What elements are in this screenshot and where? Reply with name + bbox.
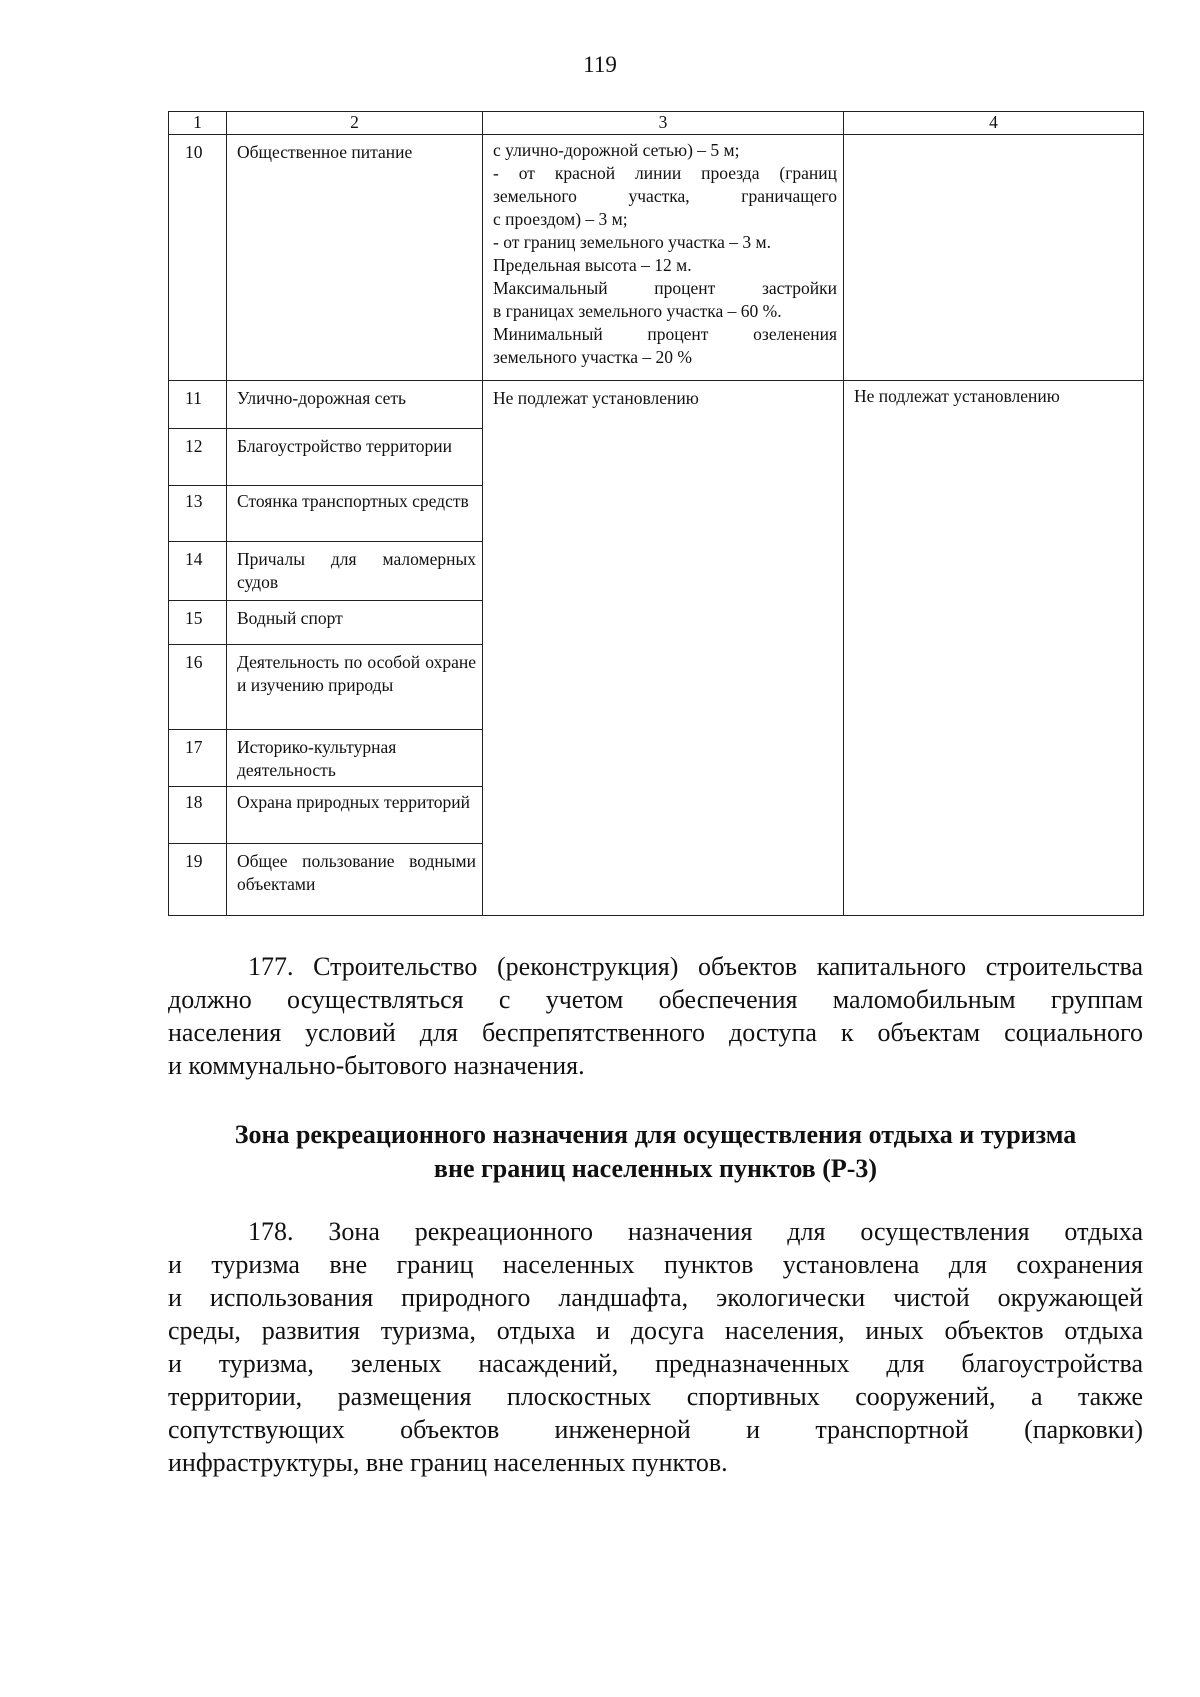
parameters-cell xyxy=(483,135,844,381)
use-type-name: Благоустройство территории xyxy=(227,429,483,486)
section-heading xyxy=(168,1118,1143,1186)
row-number: 13 xyxy=(169,486,227,542)
row-number: 14 xyxy=(169,542,227,601)
row-number: 11 xyxy=(169,381,227,429)
parameter-line: с проездом) – 3 м; xyxy=(493,209,628,229)
row-number: 19 xyxy=(169,844,227,916)
parameter-line: с улично-дорожной сетью) – 5 м; xyxy=(493,140,740,160)
paragraph-line: и туризма вне границ населенных пунктов установлена для сохранения xyxy=(168,1250,1143,1279)
paragraph-line: и туризма, зеленых насаждений, предназначенных для благоустройства xyxy=(168,1349,1143,1378)
page-number: 119 xyxy=(583,52,617,77)
use-type-name: Общественное питание xyxy=(227,135,483,381)
column-header: 3 xyxy=(483,112,844,135)
use-type-name: Общее пользование водными объектами xyxy=(227,844,483,916)
row-number: 17 xyxy=(169,730,227,787)
parameter-line: в границах земельного участка – 60 %. xyxy=(493,301,782,321)
row-number: 12 xyxy=(169,429,227,486)
paragraph-line: инфраструктуры, вне границ населенных пунктов. xyxy=(168,1448,728,1477)
heading-line: Зона рекреационного назначения для осуществления отдыха и туризма xyxy=(234,1120,1077,1149)
paragraph-177 xyxy=(168,950,1143,1082)
parameter-line: - от границ земельного участка – 3 м. xyxy=(493,232,771,252)
use-type-name: Деятельность по особой охране и изучению природы xyxy=(227,645,483,730)
paragraph-line: 177. Строительство (реконструкция) объектов капитального строительства xyxy=(248,952,1143,981)
row-number: 16 xyxy=(169,645,227,730)
paragraph-line: населения условий для беспрепятственного доступа к объектам социального xyxy=(168,1018,1143,1047)
restrictions-cell: Не подлежат установлению xyxy=(844,381,1144,916)
row-number: 18 xyxy=(169,787,227,844)
use-type-name: Охрана природных территорий xyxy=(227,787,483,844)
column-header: 1 xyxy=(169,112,227,135)
zone-regulations-table xyxy=(168,111,1144,916)
column-header: 2 xyxy=(227,112,483,135)
parameter-line: Предельная высота – 12 м. xyxy=(493,255,692,275)
row-number: 10 xyxy=(169,135,227,381)
heading-line: вне границ населенных пунктов (Р-3) xyxy=(433,1154,878,1183)
restrictions-cell xyxy=(844,135,1144,381)
table-row xyxy=(169,135,1144,381)
paragraph-178 xyxy=(168,1215,1143,1479)
use-type-name: Стоянка транспортных средств xyxy=(227,486,483,542)
paragraph-line: сопутствующих объектов инженерной и транспортной (парковки) xyxy=(168,1415,1143,1444)
parameter-line: Максимальный процент застройки xyxy=(493,278,837,298)
table-header-row xyxy=(169,112,1144,135)
use-type-name: Историко-культурная деятельность xyxy=(227,730,483,787)
row-number: 15 xyxy=(169,601,227,645)
paragraph-line: 178. Зона рекреационного назначения для осуществления отдыха xyxy=(248,1217,1143,1246)
paragraph-line: и коммунально-бытового назначения. xyxy=(168,1051,585,1080)
parameter-line: - от красной линии проезда (границ xyxy=(493,163,837,183)
paragraph-line: среды, развития туризма, отдыха и досуга населения, иных объектов отдыха xyxy=(168,1316,1143,1345)
column-header: 4 xyxy=(844,112,1144,135)
use-type-name: Водный спорт xyxy=(227,601,483,645)
use-type-name: Причалы для маломерных судов xyxy=(227,542,483,601)
table-row xyxy=(169,381,1144,429)
parameter-line: земельного участка, граничащего xyxy=(493,186,837,206)
parameter-line: Минимальный процент озеленения xyxy=(493,324,837,344)
parameters-cell: Не подлежат установлению xyxy=(483,381,844,916)
paragraph-line: и использования природного ландшафта, экологически чистой окружающей xyxy=(168,1283,1143,1312)
parameter-line: земельного участка – 20 % xyxy=(493,347,692,367)
use-type-name: Улично-дорожная сеть xyxy=(227,381,483,429)
paragraph-line: должно осуществляться с учетом обеспечения маломобильным группам xyxy=(168,985,1143,1014)
paragraph-line: территории, размещения плоскостных спортивных сооружений, а также xyxy=(168,1382,1143,1411)
